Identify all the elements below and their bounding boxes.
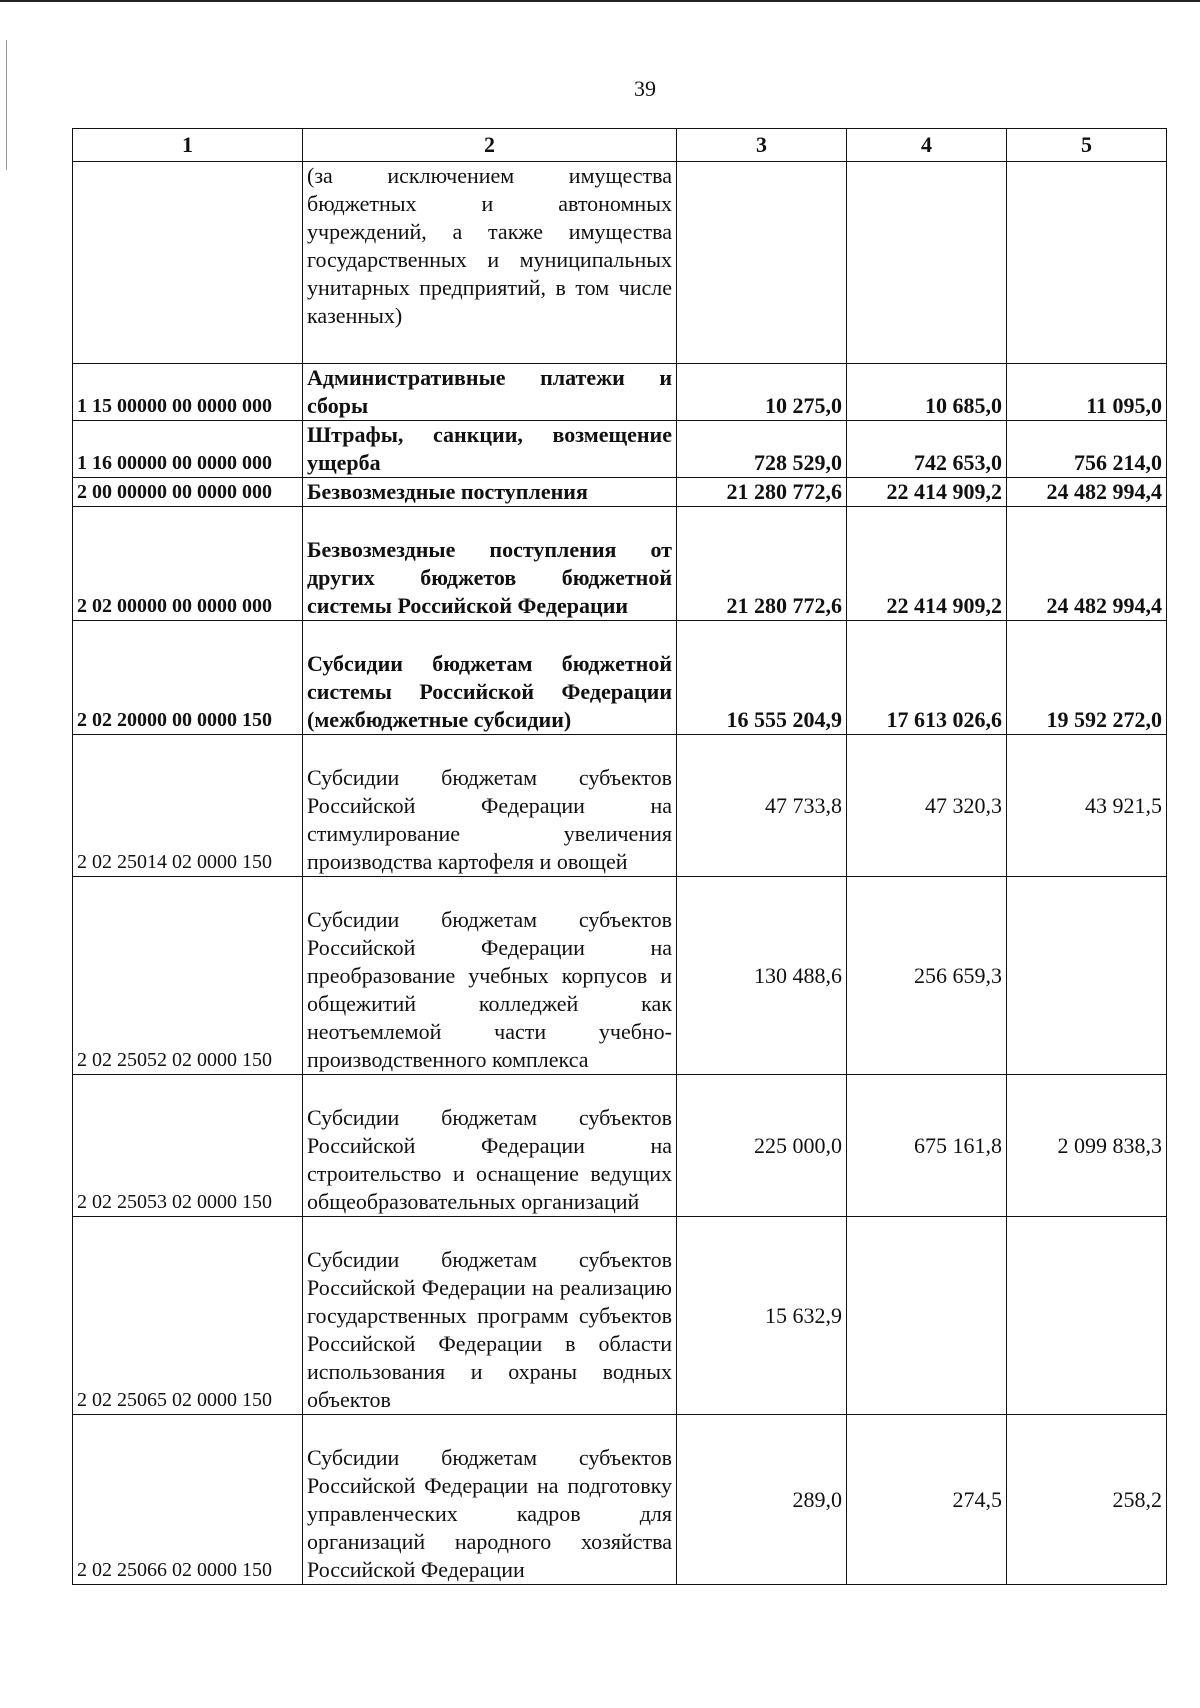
top-border-line bbox=[0, 0, 1200, 2]
row-name: Безвозмездные поступления bbox=[303, 478, 677, 507]
row-value-col3 bbox=[677, 162, 847, 364]
row-name: (за исключением имущества бюджетных и автономных учреждений, а также имущества государственных и муниципальных унитарных предприятий, в том числе казенных) bbox=[303, 162, 677, 364]
left-margin-line bbox=[6, 40, 7, 170]
row-name: Субсидии бюджетам бюджетной системы Российской Федерации (межбюджетные субсидии) bbox=[303, 621, 677, 735]
table-row bbox=[73, 507, 1167, 621]
row-value-col3: 21 280 772,6 bbox=[677, 507, 847, 621]
row-value-col4 bbox=[847, 1217, 1007, 1415]
row-value-col4: 742 653,0 bbox=[847, 421, 1007, 478]
row-name: Безвозмездные поступления от других бюджетов бюджетной системы Российской Федерации bbox=[303, 507, 677, 621]
row-code: 2 00 00000 00 0000 000 bbox=[73, 478, 303, 507]
row-value-col5: 756 214,0 bbox=[1007, 421, 1167, 478]
row-value-col4: 47 320,3 bbox=[847, 735, 1007, 877]
row-value-col3: 47 733,8 bbox=[677, 735, 847, 877]
table-row bbox=[73, 162, 1167, 364]
row-value-col4: 17 613 026,6 bbox=[847, 621, 1007, 735]
row-name: Штрафы, санкции, возмещение ущерба bbox=[303, 421, 677, 478]
row-code: 2 02 25052 02 0000 150 bbox=[73, 877, 303, 1075]
row-value-col5: 24 482 994,4 bbox=[1007, 478, 1167, 507]
row-value-col5 bbox=[1007, 877, 1167, 1075]
row-value-col5: 19 592 272,0 bbox=[1007, 621, 1167, 735]
row-value-col5 bbox=[1007, 162, 1167, 364]
row-value-col3: 728 529,0 bbox=[677, 421, 847, 478]
row-name: Субсидии бюджетам субъектов Российской Федерации на стимулирование увеличения производства картофеля и овощей bbox=[303, 735, 677, 877]
row-code: 2 02 25053 02 0000 150 bbox=[73, 1075, 303, 1217]
row-code: 1 16 00000 00 0000 000 bbox=[73, 421, 303, 478]
table-row bbox=[73, 877, 1167, 1075]
row-value-col4: 675 161,8 bbox=[847, 1075, 1007, 1217]
row-value-col5 bbox=[1007, 1217, 1167, 1415]
row-value-col5: 24 482 994,4 bbox=[1007, 507, 1167, 621]
row-code bbox=[73, 162, 303, 364]
header-col-3: 3 bbox=[677, 129, 847, 162]
row-code: 1 15 00000 00 0000 000 bbox=[73, 364, 303, 421]
row-name: Субсидии бюджетам субъектов Российской Федерации на подготовку управленческих кадров для организаций народного хозяйства Российской Федерации bbox=[303, 1415, 677, 1585]
row-name: Субсидии бюджетам субъектов Российской Федерации на строительство и оснащение ведущих общеобразовательных организаций bbox=[303, 1075, 677, 1217]
row-value-col3: 10 275,0 bbox=[677, 364, 847, 421]
row-code: 2 02 20000 00 0000 150 bbox=[73, 621, 303, 735]
row-value-col4 bbox=[847, 162, 1007, 364]
row-value-col4: 22 414 909,2 bbox=[847, 507, 1007, 621]
row-value-col3: 130 488,6 bbox=[677, 877, 847, 1075]
table-row bbox=[73, 364, 1167, 421]
row-code: 2 02 25065 02 0000 150 bbox=[73, 1217, 303, 1415]
row-value-col4: 22 414 909,2 bbox=[847, 478, 1007, 507]
table-header-row bbox=[73, 129, 1167, 162]
row-value-col3: 21 280 772,6 bbox=[677, 478, 847, 507]
header-col-1: 1 bbox=[73, 129, 303, 162]
table-row bbox=[73, 1075, 1167, 1217]
row-name: Административные платежи и сборы bbox=[303, 364, 677, 421]
page-number: 39 bbox=[634, 76, 656, 101]
header-col-4: 4 bbox=[847, 129, 1007, 162]
header-col-5: 5 bbox=[1007, 129, 1167, 162]
row-value-col5: 258,2 bbox=[1007, 1415, 1167, 1585]
row-name: Субсидии бюджетам субъектов Российской Федерации на преобразование учебных корпусов и общежитий колледжей как неотъемлемой части учебно-производственного комплекса bbox=[303, 877, 677, 1075]
row-value-col5: 2 099 838,3 bbox=[1007, 1075, 1167, 1217]
row-code: 2 02 25014 02 0000 150 bbox=[73, 735, 303, 877]
row-value-col3: 16 555 204,9 bbox=[677, 621, 847, 735]
row-value-col4: 256 659,3 bbox=[847, 877, 1007, 1075]
row-value-col3: 225 000,0 bbox=[677, 1075, 847, 1217]
row-code: 2 02 25066 02 0000 150 bbox=[73, 1415, 303, 1585]
row-value-col5: 43 921,5 bbox=[1007, 735, 1167, 877]
table-row bbox=[73, 1217, 1167, 1415]
table-row bbox=[73, 1415, 1167, 1585]
row-name: Субсидии бюджетам субъектов Российской Федерации на реализацию государственных программ субъектов Российской Федерации в области использования и охраны водных объектов bbox=[303, 1217, 677, 1415]
row-code: 2 02 00000 00 0000 000 bbox=[73, 507, 303, 621]
table-row bbox=[73, 478, 1167, 507]
header-col-2: 2 bbox=[303, 129, 677, 162]
table-row bbox=[73, 735, 1167, 877]
row-value-col4: 10 685,0 bbox=[847, 364, 1007, 421]
row-value-col5: 11 095,0 bbox=[1007, 364, 1167, 421]
row-value-col3: 15 632,9 bbox=[677, 1217, 847, 1415]
table-row bbox=[73, 421, 1167, 478]
table-row bbox=[73, 621, 1167, 735]
budget-table bbox=[72, 128, 1167, 1585]
row-value-col4: 274,5 bbox=[847, 1415, 1007, 1585]
row-value-col3: 289,0 bbox=[677, 1415, 847, 1585]
